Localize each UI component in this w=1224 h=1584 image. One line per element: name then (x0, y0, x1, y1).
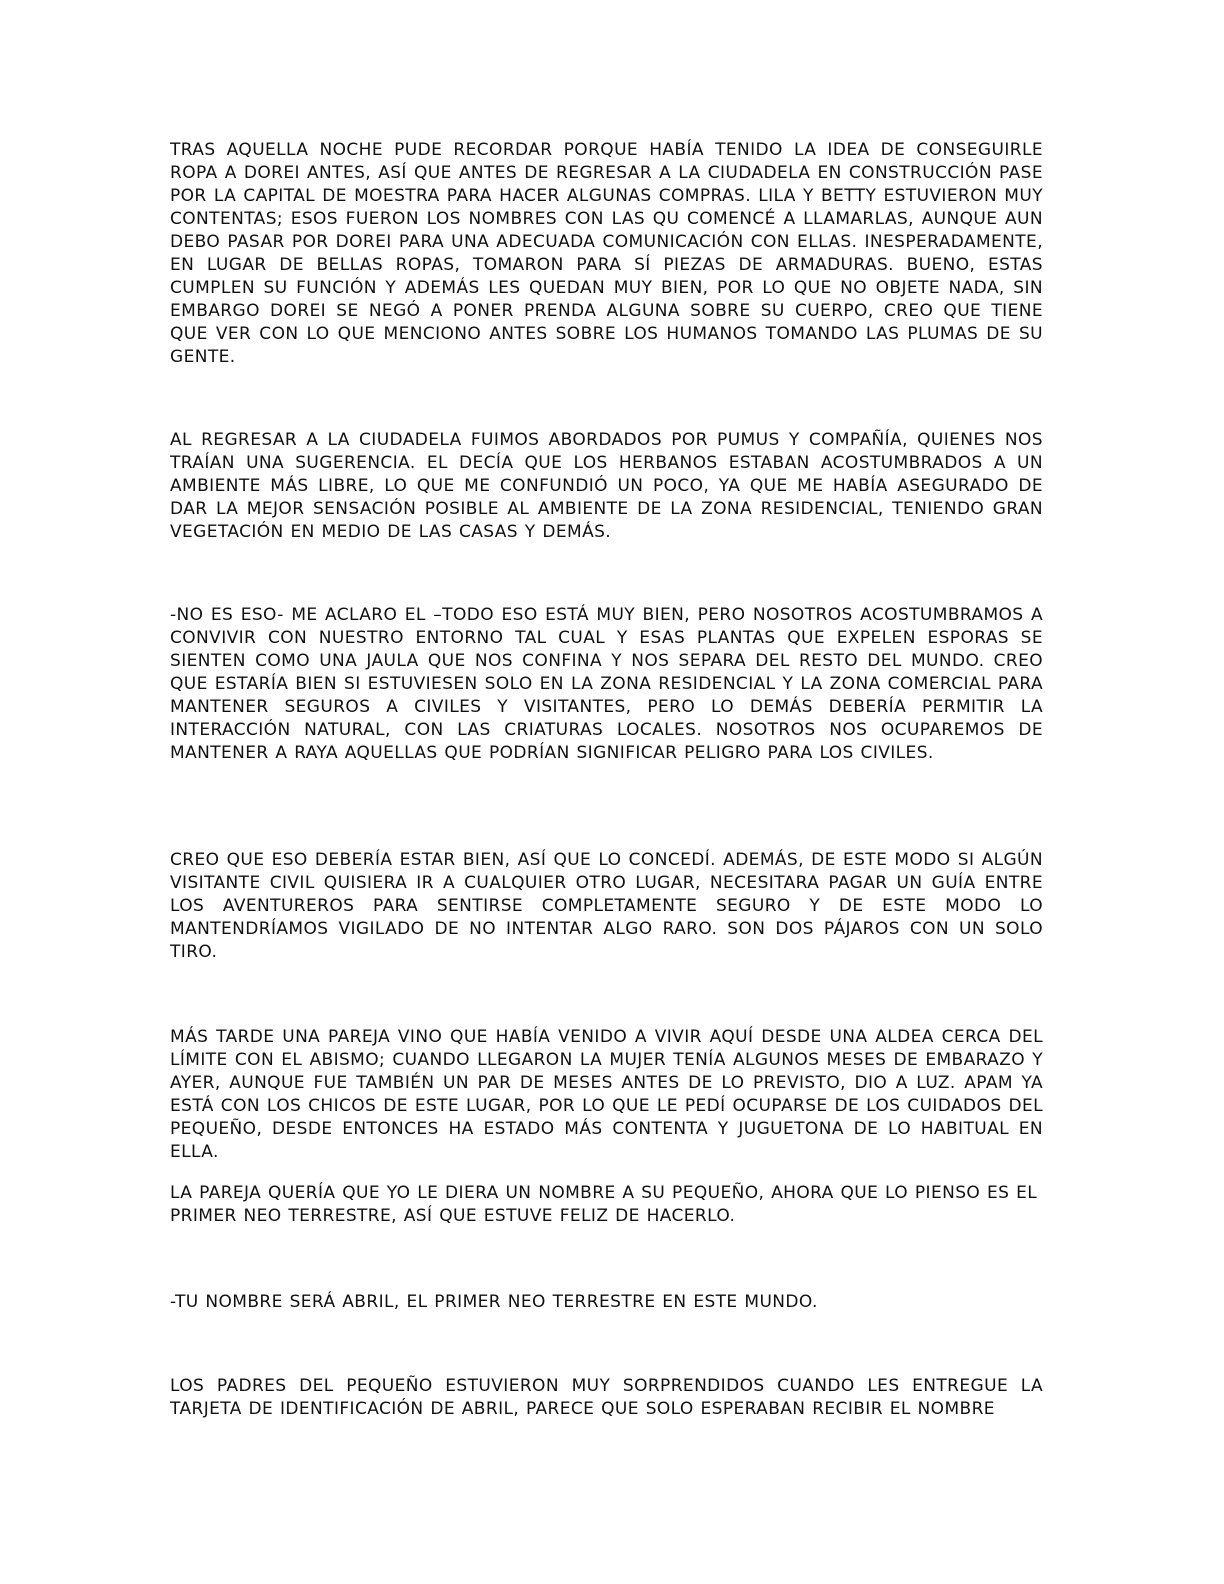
paragraph-3: -NO ES ESO- ME ACLARO EL –TODO ESO ESTÁ MUY BIEN, PERO NOSOTROS ACOSTUMBRAMOS A CONVIVIR CON NUESTRO ENTORNO TAL CUAL Y ESAS PLANTAS QUE EXPELEN ESPORAS SE SIENTEN COMO UNA JAULA QUE NOS CONFINA Y NOS SEPARA DEL RESTO DEL MUNDO. CREO QUE ESTARÍA BIEN SI ESTUVIESEN SOLO EN LA ZONA RESIDENCIAL Y LA ZONA COMERCIAL PARA MANTENER SEGUROS A CIVILES Y VISITANTES, PERO LO DEMÁS DEBERÍA PERMITIR LA INTERACCIÓN NATURAL, CON LAS CRIATURAS LOCALES. NOSOTROS NOS OCUPAREMOS DE MANTENER A RAYA AQUELLAS QUE PODRÍAN SIGNIFICAR PELIGRO PARA LOS CIVILES. (170, 605, 1043, 763)
paragraph-4: CREO QUE ESO DEBERÍA ESTAR BIEN, ASÍ QUE LO CONCEDÍ. ADEMÁS, DE ESTE MODO SI ALGÚN VISITANTE CIVIL QUISIERA IR A CUALQUIER OTRO LUGAR, NECESITARA PAGAR UN GUÍA ENTRE LOS AVENTUREROS PARA SENTIRSE COMPLETAMENTE SEGURO Y DE ESTE MODO LO MANTENDRÍAMOS VIGILADO DE NO INTENTAR ALGO RARO. SON DOS PÁJAROS CON UN SOLO TIRO. (170, 850, 1043, 962)
paragraph-6: LA PAREJA QUERÍA QUE YO LE DIERA UN NOMBRE A SU PEQUEÑO, AHORA QUE LO PIENSO ES EL PRIMER NEO TERRESTRE, ASÍ QUE ESTUVE FELIZ DE HACERLO. (170, 1183, 1038, 1226)
paragraph-8: LOS PADRES DEL PEQUEÑO ESTUVIERON MUY SORPRENDIDOS CUANDO LES ENTREGUE LA TARJETA DE IDENTIFICACIÓN DE ABRIL, PARECE QUE SOLO ESPERABAN RECIBIR EL NOMBRE (170, 1376, 1043, 1419)
paragraph-2: AL REGRESAR A LA CIUDADELA FUIMOS ABORDADOS POR PUMUS Y COMPAÑÍA, QUIENES NOS TRAÍAN UNA SUGERENCIA. EL DECÍA QUE LOS HERBANOS ESTABAN ACOSTUMBRADOS A UN AMBIENTE MÁS LIBRE, LO QUE ME CONFUNDIÓ UN POCO, YA QUE ME HABÍA ASEGURADO DE DAR LA MEJOR SENSACIÓN POSIBLE AL AMBIENTE DE LA ZONA RESIDENCIAL, TENIENDO GRAN VEGETACIÓN EN MEDIO DE LAS CASAS Y DEMÁS. (170, 430, 1043, 542)
paragraph-1: TRAS AQUELLA NOCHE PUDE RECORDAR PORQUE HABÍA TENIDO LA IDEA DE CONSEGUIRLE ROPA A DOREI ANTES, ASÍ QUE ANTES DE REGRESAR A LA CIUDADELA EN CONSTRUCCIÓN PASE POR LA CAPITAL DE MOESTRA PARA HACER ALGUNAS COMPRAS. LILA Y BETTY ESTUVIERON MUY CONTENTAS; ESOS FUERON LOS NOMBRES CON LAS QU COMENCÉ A LLAMARLAS, AUNQUE AUN DEBO PASAR POR DOREI PARA UNA ADECUADA COMUNICACIÓN CON ELLAS. INESPERADAMENTE, EN LUGAR DE BELLAS ROPAS, TOMARON PARA SÍ PIEZAS DE ARMADURAS. BUENO, ESTAS CUMPLEN SU FUNCIÓN Y ADEMÁS LES QUEDAN MUY BIEN, POR LO QUE NO OBJETE NADA, SIN EMBARGO DOREI SE NEGÓ A PONER PRENDA ALGUNA SOBRE SU CUERPO, CREO QUE TIENE QUE VER CON LO QUE MENCIONO ANTES SOBRE LOS HUMANOS TOMANDO LAS PLUMAS DE SU GENTE. (170, 140, 1043, 367)
paragraph-5: MÁS TARDE UNA PAREJA VINO QUE HABÍA VENIDO A VIVIR AQUÍ DESDE UNA ALDEA CERCA DEL LÍMITE CON EL ABISMO; CUANDO LLEGARON LA MUJER TENÍA ALGUNOS MESES DE EMBARAZO Y AYER, AUNQUE FUE TAMBIÉN UN PAR DE MESES ANTES DE LO PREVISTO, DIO A LUZ. APAM YA ESTÁ CON LOS CHICOS DE ESTE LUGAR, POR LO QUE LE PEDÍ OCUPARSE DE LOS CUIDADOS DEL PEQUEÑO, DESDE ENTONCES HA ESTADO MÁS CONTENTA Y JUGUETONA DE LO HABITUAL EN ELLA. (170, 1027, 1043, 1162)
paragraph-7: -TU NOMBRE SERÁ ABRIL, EL PRIMER NEO TERRESTRE EN ESTE MUNDO. (170, 1292, 818, 1312)
